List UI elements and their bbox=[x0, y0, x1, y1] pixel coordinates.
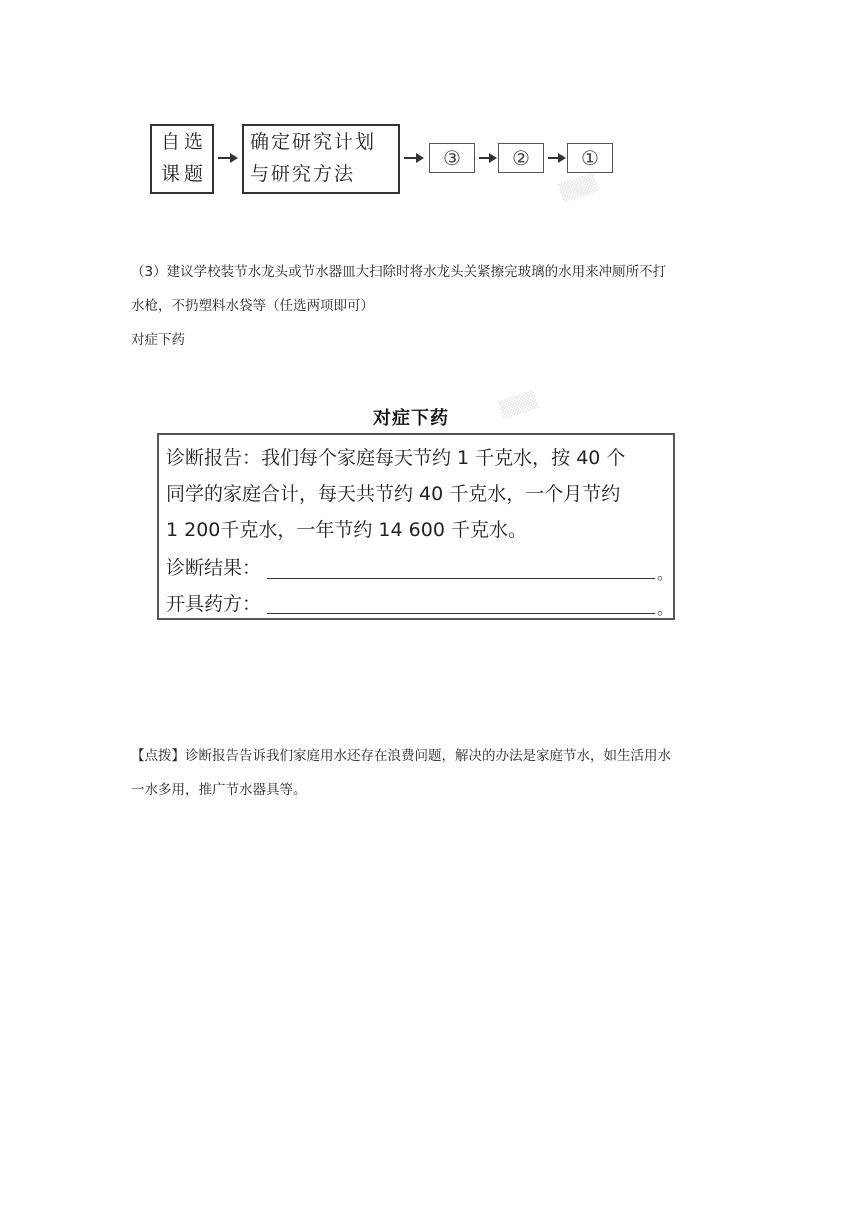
flow-box-topic-line2: 课题 bbox=[161, 163, 208, 185]
flow-arrow-4 bbox=[548, 157, 564, 159]
prescription-box bbox=[157, 433, 675, 620]
diagnosis-result-blank[interactable] bbox=[267, 578, 655, 579]
prescription-title: 对症下药 bbox=[373, 408, 449, 429]
hint-line1: 【点拨】诊断报告告诉我们家庭用水还存在浪费问题，解决的办法是家庭节水，如生活用水 bbox=[131, 748, 671, 764]
report-line-3: 1 200千克水，一年节约 14 600 千克水。 bbox=[166, 519, 527, 541]
watermark-1: ▒▒▒ bbox=[557, 172, 599, 203]
hint-line2: 一水多用，推广节水器具等。 bbox=[131, 782, 307, 798]
report-line-1: 诊断报告：我们每个家庭每天节约 1 千克水，按 40 个 bbox=[166, 447, 626, 469]
prescription-remedy-label: 开具药方： bbox=[166, 593, 262, 615]
flow-box-topic-line1: 自选 bbox=[161, 131, 208, 153]
diagnosis-result-label: 诊断结果： bbox=[166, 557, 262, 579]
flow-step-1: ① bbox=[567, 143, 613, 173]
flow-box-topic bbox=[150, 124, 214, 194]
prescription-remedy-blank[interactable] bbox=[267, 613, 655, 614]
diagnosis-result-end: 。 bbox=[657, 564, 674, 583]
flow-arrow-2 bbox=[404, 157, 422, 159]
section-label: 对症下药 bbox=[131, 332, 185, 348]
flow-box-plan-line1: 确定研究计划 bbox=[250, 131, 377, 153]
answer-3-line1: （3）建议学校装节水龙头或节水器皿大扫除时将水龙头关紧擦完玻璃的水用来冲厕所不打 bbox=[131, 264, 667, 280]
flow-step-3: ③ bbox=[429, 143, 475, 173]
answer-3-line2: 水枪，不扔塑料水袋等（任选两项即可） bbox=[131, 298, 374, 314]
flow-arrow-1 bbox=[218, 157, 236, 159]
prescription-remedy-end: 。 bbox=[657, 599, 674, 618]
flow-box-plan-line2: 与研究方法 bbox=[250, 163, 356, 185]
watermark-2: ▒▒▒ bbox=[497, 389, 539, 420]
flow-arrow-3 bbox=[479, 157, 495, 159]
flow-step-2: ② bbox=[498, 143, 544, 173]
report-line-2: 同学的家庭合计，每天共节约 40 千克水，一个月节约 bbox=[166, 483, 621, 505]
flow-box-plan bbox=[242, 124, 400, 194]
